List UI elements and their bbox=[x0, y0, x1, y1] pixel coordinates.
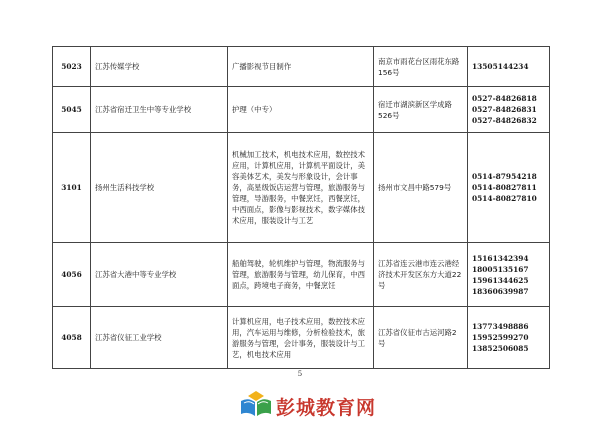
watermark-text: 彭城教育网 bbox=[276, 397, 377, 419]
phone-number: 15961344625 bbox=[472, 275, 529, 285]
school-name: 江苏省宿迁卫生中等专业学校 bbox=[91, 87, 228, 133]
school-code: 5023 bbox=[53, 47, 91, 87]
school-phones bbox=[468, 243, 550, 307]
phone-number: 18360639987 bbox=[472, 286, 529, 296]
phone-number: 13852506085 bbox=[472, 344, 529, 353]
school-phones bbox=[468, 47, 550, 87]
school-code: 4058 bbox=[53, 307, 91, 369]
school-code: 3101 bbox=[53, 133, 91, 243]
table-row bbox=[53, 133, 550, 243]
watermark-logo bbox=[238, 387, 378, 421]
school-address: 江苏省仪征市古运河路2号 bbox=[374, 307, 468, 369]
school-name: 扬州生活科技学校 bbox=[91, 133, 228, 243]
phone-number: 0527-84826832 bbox=[472, 116, 537, 125]
school-name: 江苏省仪征工业学校 bbox=[91, 307, 228, 369]
phone-number: 0514-80827811 bbox=[472, 183, 537, 192]
school-phones bbox=[468, 133, 550, 243]
school-address: 宿迁市湖滨新区学成路526号 bbox=[374, 87, 468, 133]
phone-number: 0514-80827810 bbox=[472, 194, 537, 203]
school-code: 4056 bbox=[53, 243, 91, 307]
school-phones bbox=[468, 87, 550, 133]
table-row bbox=[53, 47, 550, 87]
school-majors: 船舶驾驶，轮机维护与管理，物流服务与管理，旅游服务与管理，幼儿保育，中西面点，跨境电子商务，中餐烹饪 bbox=[228, 243, 374, 307]
school-name: 江苏传媒学校 bbox=[91, 47, 228, 87]
table-row bbox=[53, 87, 550, 133]
table-row bbox=[53, 243, 550, 307]
school-table bbox=[52, 46, 550, 369]
school-code: 5045 bbox=[53, 87, 91, 133]
school-address: 江苏省连云港市连云港经济技术开发区东方大道22号 bbox=[374, 243, 468, 307]
school-address: 南京市雨花台区雨花东路156号 bbox=[374, 47, 468, 87]
phone-number: 15952599270 bbox=[472, 333, 529, 342]
phone-number: 15161342394 bbox=[472, 253, 529, 263]
table-row bbox=[53, 307, 550, 369]
school-majors: 护理（中专） bbox=[228, 87, 374, 133]
page-number: 5 bbox=[297, 370, 303, 378]
phone-number: 0527-84826831 bbox=[472, 105, 537, 114]
phone-number: 13773498886 bbox=[472, 322, 529, 331]
school-majors: 机械加工技术，机电技术应用，数控技术应用，计算机应用，计算机平面设计，美容美体艺术，美发与形象设计，会计事务，高星级饭店运营与管理，旅游服务与管理，导游服务，中餐烹饪，西餐烹饪，中西面点，影像与影视技术，数字媒体技术应用，服装设计与工艺 bbox=[228, 133, 374, 243]
school-name: 江苏省大港中等专业学校 bbox=[91, 243, 228, 307]
phone-number: 13505144234 bbox=[472, 62, 529, 71]
phone-number: 0514-87954218 bbox=[472, 172, 537, 181]
school-address: 扬州市文昌中路579号 bbox=[374, 133, 468, 243]
phone-number: 18005135167 bbox=[472, 264, 529, 274]
school-majors: 计算机应用，电子技术应用，数控技术应用，汽车运用与维修，分析检验技术，旅游服务与管理，会计事务，服装设计与工艺，机电技术应用 bbox=[228, 307, 374, 369]
school-phones bbox=[468, 307, 550, 369]
book-icon bbox=[238, 387, 274, 419]
phone-number: 0527-84826818 bbox=[472, 94, 537, 103]
school-majors: 广播影视节目制作 bbox=[228, 47, 374, 87]
